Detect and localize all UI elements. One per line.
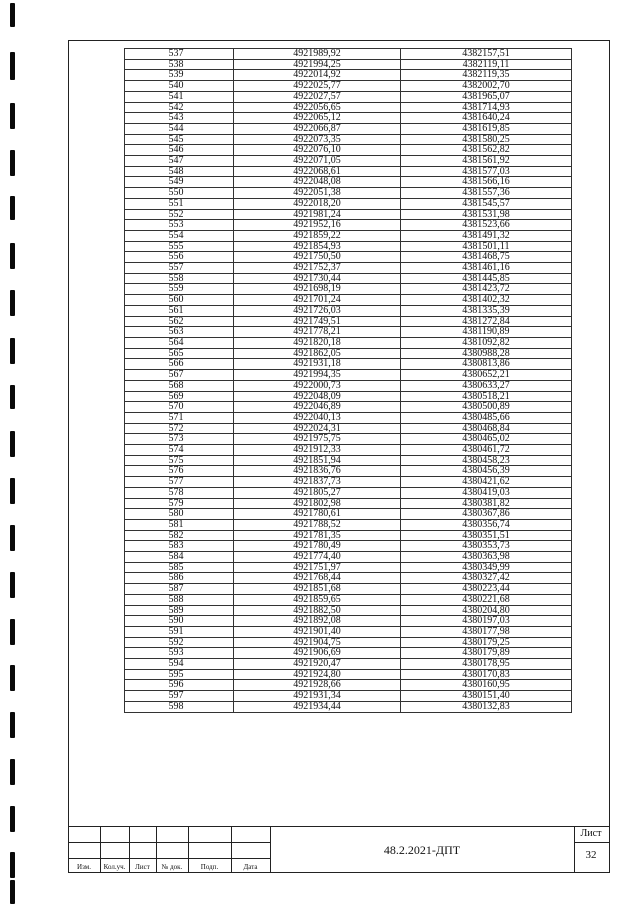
y-coordinate-cell: 4381561,92 xyxy=(401,156,572,167)
table-row xyxy=(125,487,572,498)
x-coordinate-cell: 4921836,76 xyxy=(234,466,401,477)
x-coordinate-cell: 4922024,31 xyxy=(234,423,401,434)
y-coordinate-cell: 4380221,68 xyxy=(401,594,572,605)
point-number-cell: 595 xyxy=(125,669,234,680)
point-number-cell: 549 xyxy=(125,177,234,188)
x-coordinate-cell: 4922040,13 xyxy=(234,412,401,423)
y-coordinate-cell: 4381468,75 xyxy=(401,252,572,263)
x-coordinate-cell: 4922027,57 xyxy=(234,91,401,102)
table-row xyxy=(125,412,572,423)
x-coordinate-cell: 4922068,61 xyxy=(234,166,401,177)
point-number-cell: 591 xyxy=(125,626,234,637)
x-coordinate-cell: 4921904,75 xyxy=(234,637,401,648)
x-coordinate-cell: 4921805,27 xyxy=(234,487,401,498)
y-coordinate-cell: 4381523,66 xyxy=(401,220,572,231)
x-coordinate-cell: 4921906,69 xyxy=(234,648,401,659)
stamp-label-sheet: Лист xyxy=(135,863,150,871)
y-coordinate-cell: 4381272,84 xyxy=(401,316,572,327)
x-coordinate-cell: 4922014,92 xyxy=(234,70,401,81)
x-coordinate-cell: 4921934,44 xyxy=(234,701,401,712)
y-coordinate-cell: 4382119,35 xyxy=(401,70,572,81)
table-row xyxy=(125,541,572,552)
x-coordinate-cell: 4921751,97 xyxy=(234,562,401,573)
table-row xyxy=(125,626,572,637)
y-coordinate-cell: 4380518,21 xyxy=(401,391,572,402)
table-row xyxy=(125,348,572,359)
x-coordinate-cell: 4921994,25 xyxy=(234,59,401,70)
point-number-cell: 582 xyxy=(125,530,234,541)
point-number-cell: 566 xyxy=(125,359,234,370)
y-coordinate-cell: 4380160,95 xyxy=(401,680,572,691)
x-coordinate-cell: 4922056,65 xyxy=(234,102,401,113)
x-coordinate-cell: 4922048,08 xyxy=(234,177,401,188)
point-number-cell: 578 xyxy=(125,487,234,498)
point-number-cell: 575 xyxy=(125,455,234,466)
x-coordinate-cell: 4921981,24 xyxy=(234,209,401,220)
point-number-cell: 552 xyxy=(125,209,234,220)
point-number-cell: 573 xyxy=(125,434,234,445)
y-coordinate-cell: 4380988,28 xyxy=(401,348,572,359)
x-coordinate-cell: 4921768,44 xyxy=(234,573,401,584)
y-coordinate-cell: 4381577,03 xyxy=(401,166,572,177)
stamp-label-date: Дата xyxy=(243,863,258,871)
point-number-cell: 538 xyxy=(125,59,234,70)
y-coordinate-cell: 4381501,11 xyxy=(401,241,572,252)
x-coordinate-cell: 4921975,75 xyxy=(234,434,401,445)
point-number-cell: 556 xyxy=(125,252,234,263)
point-number-cell: 559 xyxy=(125,284,234,295)
y-coordinate-cell: 4380327,42 xyxy=(401,573,572,584)
x-coordinate-cell: 4922000,73 xyxy=(234,380,401,391)
point-number-cell: 589 xyxy=(125,605,234,616)
y-coordinate-cell: 4380178,95 xyxy=(401,659,572,670)
table-row xyxy=(125,359,572,370)
table-row xyxy=(125,166,572,177)
point-number-cell: 541 xyxy=(125,91,234,102)
y-coordinate-cell: 4380468,84 xyxy=(401,423,572,434)
table-row xyxy=(125,477,572,488)
table-row xyxy=(125,562,572,573)
y-coordinate-cell: 4381619,85 xyxy=(401,123,572,134)
point-number-cell: 539 xyxy=(125,70,234,81)
x-coordinate-cell: 4921952,16 xyxy=(234,220,401,231)
x-coordinate-cell: 4922073,35 xyxy=(234,134,401,145)
table-row xyxy=(125,123,572,134)
y-coordinate-cell: 4380652,21 xyxy=(401,370,572,381)
table-row xyxy=(125,455,572,466)
stamp-label-signature: Подп. xyxy=(200,863,219,871)
x-coordinate-cell: 4922051,38 xyxy=(234,188,401,199)
point-number-cell: 547 xyxy=(125,156,234,167)
point-number-cell: 540 xyxy=(125,81,234,92)
table-row xyxy=(125,584,572,595)
table-row xyxy=(125,605,572,616)
coordinates-table xyxy=(124,48,572,713)
y-coordinate-cell: 4380465,02 xyxy=(401,434,572,445)
table-row xyxy=(125,102,572,113)
table-row xyxy=(125,198,572,209)
table-row xyxy=(125,81,572,92)
x-coordinate-cell: 4921989,92 xyxy=(234,49,401,60)
y-coordinate-cell: 4380151,40 xyxy=(401,691,572,702)
point-number-cell: 553 xyxy=(125,220,234,231)
table-row xyxy=(125,209,572,220)
table-row xyxy=(125,519,572,530)
sheet-number: 32 xyxy=(585,849,597,861)
table-row xyxy=(125,434,572,445)
point-number-cell: 537 xyxy=(125,49,234,60)
table-row xyxy=(125,230,572,241)
point-number-cell: 565 xyxy=(125,348,234,359)
y-coordinate-cell: 4381545,57 xyxy=(401,198,572,209)
table-row xyxy=(125,370,572,381)
x-coordinate-cell: 4921928,66 xyxy=(234,680,401,691)
point-number-cell: 544 xyxy=(125,123,234,134)
y-coordinate-cell: 4381580,25 xyxy=(401,134,572,145)
point-number-cell: 557 xyxy=(125,263,234,274)
x-coordinate-cell: 4921931,18 xyxy=(234,359,401,370)
x-coordinate-cell: 4921851,68 xyxy=(234,584,401,595)
x-coordinate-cell: 4921820,18 xyxy=(234,337,401,348)
table-row xyxy=(125,498,572,509)
y-coordinate-cell: 4382157,51 xyxy=(401,49,572,60)
x-coordinate-cell: 4921698,19 xyxy=(234,284,401,295)
table-row xyxy=(125,669,572,680)
y-coordinate-cell: 4380170,83 xyxy=(401,669,572,680)
point-number-cell: 587 xyxy=(125,584,234,595)
x-coordinate-cell: 4921802,98 xyxy=(234,498,401,509)
y-coordinate-cell: 4381640,24 xyxy=(401,113,572,124)
table-row xyxy=(125,316,572,327)
point-number-cell: 577 xyxy=(125,477,234,488)
point-number-cell: 567 xyxy=(125,370,234,381)
stamp-row-line xyxy=(574,842,610,843)
table-row xyxy=(125,380,572,391)
table-row xyxy=(125,145,572,156)
y-coordinate-cell: 4380356,74 xyxy=(401,519,572,530)
y-coordinate-cell: 4380349,99 xyxy=(401,562,572,573)
y-coordinate-cell: 4380363,98 xyxy=(401,552,572,563)
point-number-cell: 580 xyxy=(125,509,234,520)
y-coordinate-cell: 4380179,89 xyxy=(401,648,572,659)
y-coordinate-cell: 4380633,27 xyxy=(401,380,572,391)
coordinates-table-body xyxy=(125,49,572,713)
y-coordinate-cell: 4381557,36 xyxy=(401,188,572,199)
y-coordinate-cell: 4381423,72 xyxy=(401,284,572,295)
stamp-label-count: Кол.уч. xyxy=(103,863,126,871)
point-number-cell: 568 xyxy=(125,380,234,391)
y-coordinate-cell: 4380421,62 xyxy=(401,477,572,488)
sheet-label: Лист xyxy=(580,828,602,839)
y-coordinate-cell: 4381190,89 xyxy=(401,327,572,338)
x-coordinate-cell: 4921780,61 xyxy=(234,509,401,520)
point-number-cell: 546 xyxy=(125,145,234,156)
table-row xyxy=(125,91,572,102)
y-coordinate-cell: 4380179,25 xyxy=(401,637,572,648)
table-row xyxy=(125,252,572,263)
y-coordinate-cell: 4380367,86 xyxy=(401,509,572,520)
x-coordinate-cell: 4921780,49 xyxy=(234,541,401,552)
x-coordinate-cell: 4922046,89 xyxy=(234,402,401,413)
x-coordinate-cell: 4921837,73 xyxy=(234,477,401,488)
y-coordinate-cell: 4380381,82 xyxy=(401,498,572,509)
point-number-cell: 548 xyxy=(125,166,234,177)
y-coordinate-cell: 4380485,66 xyxy=(401,412,572,423)
y-coordinate-cell: 4380458,23 xyxy=(401,455,572,466)
table-row xyxy=(125,659,572,670)
x-coordinate-cell: 4921901,40 xyxy=(234,626,401,637)
y-coordinate-cell: 4380500,89 xyxy=(401,402,572,413)
table-row xyxy=(125,701,572,712)
point-number-cell: 597 xyxy=(125,691,234,702)
point-number-cell: 574 xyxy=(125,445,234,456)
point-number-cell: 594 xyxy=(125,659,234,670)
x-coordinate-cell: 4921750,50 xyxy=(234,252,401,263)
table-row xyxy=(125,445,572,456)
x-coordinate-cell: 4921920,47 xyxy=(234,659,401,670)
x-coordinate-cell: 4921882,50 xyxy=(234,605,401,616)
point-number-cell: 576 xyxy=(125,466,234,477)
table-row xyxy=(125,49,572,60)
x-coordinate-cell: 4921851,94 xyxy=(234,455,401,466)
y-coordinate-cell: 4381092,82 xyxy=(401,337,572,348)
y-coordinate-cell: 4381566,16 xyxy=(401,177,572,188)
point-number-cell: 583 xyxy=(125,541,234,552)
table-row xyxy=(125,552,572,563)
y-coordinate-cell: 4380419,03 xyxy=(401,487,572,498)
y-coordinate-cell: 4381491,32 xyxy=(401,230,572,241)
table-row xyxy=(125,466,572,477)
x-coordinate-cell: 4921931,34 xyxy=(234,691,401,702)
title-block xyxy=(68,826,610,873)
table-row xyxy=(125,573,572,584)
x-coordinate-cell: 4922065,12 xyxy=(234,113,401,124)
table-row xyxy=(125,241,572,252)
point-number-cell: 542 xyxy=(125,102,234,113)
y-coordinate-cell: 4380177,98 xyxy=(401,626,572,637)
x-coordinate-cell: 4922048,09 xyxy=(234,391,401,402)
x-coordinate-cell: 4921854,93 xyxy=(234,241,401,252)
y-coordinate-cell: 4381714,93 xyxy=(401,102,572,113)
x-coordinate-cell: 4921788,52 xyxy=(234,519,401,530)
x-coordinate-cell: 4921752,37 xyxy=(234,263,401,274)
x-coordinate-cell: 4922076,10 xyxy=(234,145,401,156)
x-coordinate-cell: 4922025,77 xyxy=(234,81,401,92)
table-row xyxy=(125,156,572,167)
table-row xyxy=(125,284,572,295)
point-number-cell: 564 xyxy=(125,337,234,348)
y-coordinate-cell: 4381562,82 xyxy=(401,145,572,156)
point-number-cell: 593 xyxy=(125,648,234,659)
x-coordinate-cell: 4921781,35 xyxy=(234,530,401,541)
point-number-cell: 558 xyxy=(125,273,234,284)
y-coordinate-cell: 4381531,98 xyxy=(401,209,572,220)
x-coordinate-cell: 4921892,08 xyxy=(234,616,401,627)
point-number-cell: 555 xyxy=(125,241,234,252)
y-coordinate-cell: 4380353,73 xyxy=(401,541,572,552)
point-number-cell: 570 xyxy=(125,402,234,413)
table-row xyxy=(125,327,572,338)
table-row xyxy=(125,594,572,605)
y-coordinate-cell: 4381335,39 xyxy=(401,305,572,316)
y-coordinate-cell: 4381402,32 xyxy=(401,295,572,306)
y-coordinate-cell: 4380456,39 xyxy=(401,466,572,477)
point-number-cell: 571 xyxy=(125,412,234,423)
point-number-cell: 561 xyxy=(125,305,234,316)
point-number-cell: 579 xyxy=(125,498,234,509)
y-coordinate-cell: 4380813,86 xyxy=(401,359,572,370)
table-row xyxy=(125,220,572,231)
point-number-cell: 545 xyxy=(125,134,234,145)
table-row xyxy=(125,134,572,145)
table-row xyxy=(125,295,572,306)
y-coordinate-cell: 4380204,80 xyxy=(401,605,572,616)
x-coordinate-cell: 4921924,80 xyxy=(234,669,401,680)
point-number-cell: 560 xyxy=(125,295,234,306)
table-row xyxy=(125,402,572,413)
point-number-cell: 584 xyxy=(125,552,234,563)
table-row xyxy=(125,188,572,199)
table-row xyxy=(125,691,572,702)
stamp-row-line xyxy=(68,858,270,859)
y-coordinate-cell: 4382119,11 xyxy=(401,59,572,70)
table-row xyxy=(125,616,572,627)
y-coordinate-cell: 4381965,07 xyxy=(401,91,572,102)
table-row xyxy=(125,337,572,348)
table-row xyxy=(125,305,572,316)
table-row xyxy=(125,530,572,541)
point-number-cell: 590 xyxy=(125,616,234,627)
y-coordinate-cell: 4380351,51 xyxy=(401,530,572,541)
x-coordinate-cell: 4922018,20 xyxy=(234,198,401,209)
table-row xyxy=(125,680,572,691)
point-number-cell: 581 xyxy=(125,519,234,530)
x-coordinate-cell: 4921730,44 xyxy=(234,273,401,284)
x-coordinate-cell: 4921862,05 xyxy=(234,348,401,359)
y-coordinate-cell: 4382002,70 xyxy=(401,81,572,92)
stamp-label-doc-number: № док. xyxy=(161,863,183,871)
table-row xyxy=(125,637,572,648)
x-coordinate-cell: 4921859,22 xyxy=(234,230,401,241)
x-coordinate-cell: 4921701,24 xyxy=(234,295,401,306)
y-coordinate-cell: 4380461,72 xyxy=(401,445,572,456)
y-coordinate-cell: 4380197,03 xyxy=(401,616,572,627)
point-number-cell: 569 xyxy=(125,391,234,402)
table-row xyxy=(125,59,572,70)
x-coordinate-cell: 4921774,40 xyxy=(234,552,401,563)
stamp-label-change: Изм. xyxy=(77,863,91,871)
x-coordinate-cell: 4921749,51 xyxy=(234,316,401,327)
x-coordinate-cell: 4922071,05 xyxy=(234,156,401,167)
point-number-cell: 543 xyxy=(125,113,234,124)
x-coordinate-cell: 4922066,87 xyxy=(234,123,401,134)
table-row xyxy=(125,509,572,520)
table-row xyxy=(125,70,572,81)
point-number-cell: 572 xyxy=(125,423,234,434)
table-row xyxy=(125,263,572,274)
point-number-cell: 596 xyxy=(125,680,234,691)
point-number-cell: 586 xyxy=(125,573,234,584)
table-row xyxy=(125,177,572,188)
point-number-cell: 588 xyxy=(125,594,234,605)
x-coordinate-cell: 4921859,65 xyxy=(234,594,401,605)
table-row xyxy=(125,391,572,402)
point-number-cell: 550 xyxy=(125,188,234,199)
document-code: 48.2.2021-ДПТ xyxy=(383,843,461,857)
y-coordinate-cell: 4381461,16 xyxy=(401,263,572,274)
point-number-cell: 562 xyxy=(125,316,234,327)
x-coordinate-cell: 4921726,03 xyxy=(234,305,401,316)
table-row xyxy=(125,273,572,284)
x-coordinate-cell: 4921912,33 xyxy=(234,445,401,456)
stamp-row-line xyxy=(68,842,270,843)
x-coordinate-cell: 4921778,21 xyxy=(234,327,401,338)
table-row xyxy=(125,113,572,124)
table-row xyxy=(125,648,572,659)
point-number-cell: 551 xyxy=(125,198,234,209)
point-number-cell: 563 xyxy=(125,327,234,338)
y-coordinate-cell: 4380132,83 xyxy=(401,701,572,712)
table-row xyxy=(125,423,572,434)
point-number-cell: 554 xyxy=(125,230,234,241)
point-number-cell: 598 xyxy=(125,701,234,712)
point-number-cell: 592 xyxy=(125,637,234,648)
y-coordinate-cell: 4380223,44 xyxy=(401,584,572,595)
y-coordinate-cell: 4381445,85 xyxy=(401,273,572,284)
point-number-cell: 585 xyxy=(125,562,234,573)
x-coordinate-cell: 4921994,35 xyxy=(234,370,401,381)
